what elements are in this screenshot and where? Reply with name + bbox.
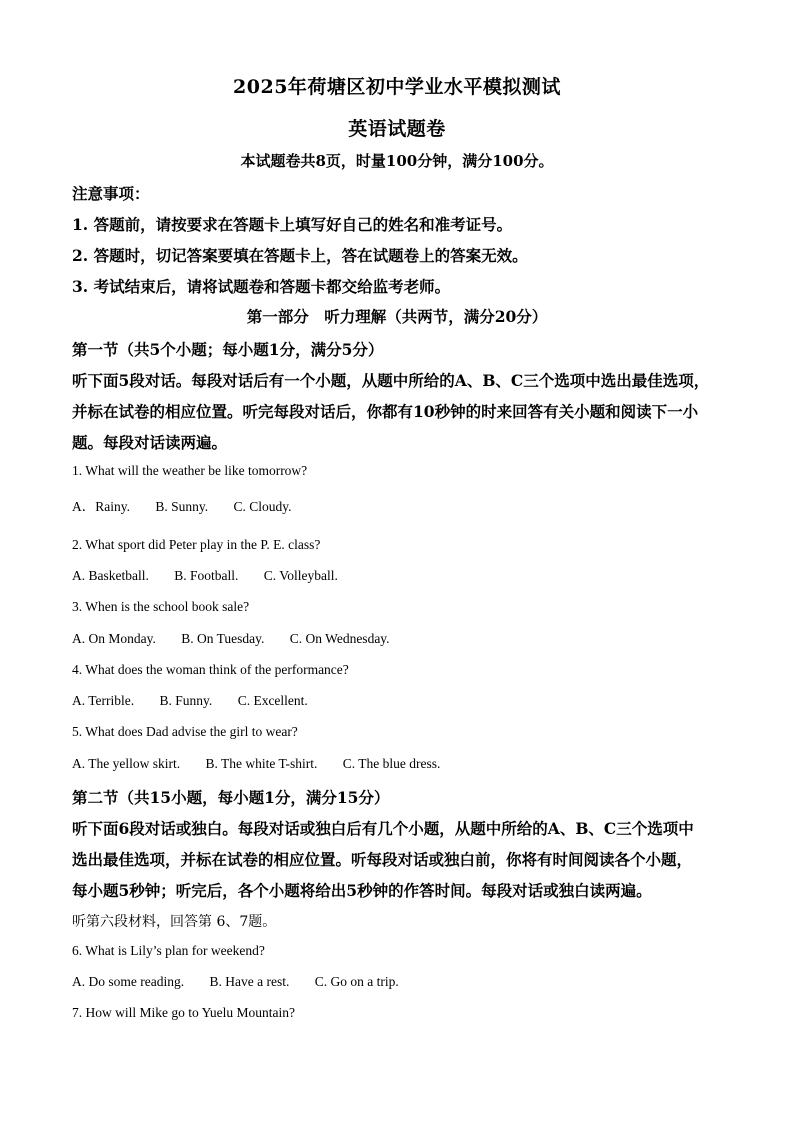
question-4-options [72, 693, 732, 709]
question-4: 4. What does the woman think of the performance? [72, 662, 349, 677]
option-a: A．Rainy. [72, 499, 130, 514]
option-b: B. The white T-shirt. [205, 756, 318, 771]
section1-instruction: 题。每段对话读两遍。 [72, 433, 228, 452]
option-c: C. The blue dress. [342, 756, 441, 771]
exam-title: 2025年荷塘区初中学业水平模拟测试 [233, 76, 561, 98]
section2-instruction: 每小题5秒钟；听完后，各个小题将给出5秒钟的作答时间。每段对话或独白读两遍。 [72, 881, 652, 900]
option-a: A. Basketball. [72, 568, 149, 583]
section2-instruction: 选出最佳选项，并标在试卷的相应位置。听每段对话或独白前，你将有时间阅读各个小题， [72, 850, 693, 869]
notice-item: 3. 考试结束后，请将试题卷和答题卡都交给监考老师。 [72, 277, 451, 296]
section1-instruction: 并标在试卷的相应位置。听完每段对话后，你都有10秒钟的时来回答有关小题和阅读下一小 [72, 402, 699, 421]
option-c: C. On Wednesday. [289, 631, 390, 646]
option-b: B. Sunny. [155, 499, 209, 514]
section1-heading: 第一节（共5个小题；每小题1分，满分5分） [72, 340, 384, 359]
question-5-options [72, 756, 732, 772]
material-note: 听第六段材料，回答第 6、7题。 [72, 914, 277, 930]
section2-heading: 第二节（共15小题，每小题1分，满分15分） [72, 788, 390, 807]
option-b: B. Funny. [159, 693, 213, 708]
option-c: C. Go on a trip. [314, 974, 399, 989]
notice-heading: 注意事项： [72, 184, 150, 203]
option-a: A. Do some reading. [72, 974, 185, 989]
exam-subtitle: 英语试题卷 [348, 118, 446, 140]
question-1-options [72, 495, 732, 515]
section1-instruction: 听下面5段对话。每段对话后有一个小题，从题中所给的A、B、C三个选项中选出最佳选项， [72, 371, 710, 390]
notice-item: 1. 答题前，请按要求在答题卡上填写好自己的姓名和准考证号。 [72, 215, 513, 234]
question-2: 2. What sport did Peter play in the P. E. class? [72, 537, 321, 552]
question-5: 5. What does Dad advise the girl to wear? [72, 724, 298, 739]
option-b: B. Have a rest. [209, 974, 290, 989]
option-c: C. Cloudy. [233, 499, 292, 514]
option-c: C. Volleyball. [263, 568, 338, 583]
question-3: 3. When is the school book sale? [72, 599, 250, 614]
option-a: A. Terrible. [72, 693, 135, 708]
option-b: B. Football. [174, 568, 239, 583]
question-6: 6. What is Lily’s plan for weekend? [72, 943, 265, 958]
question-6-options [72, 974, 732, 990]
part1-heading: 第一部分 听力理解（共两节，满分20分） [246, 307, 548, 326]
option-a: A. The yellow skirt. [72, 756, 181, 771]
option-b: B. On Tuesday. [181, 631, 265, 646]
option-a: A. On Monday. [72, 631, 156, 646]
section2-instruction: 听下面6段对话或独白。每段对话或独白后有几个小题，从题中所给的A、B、C三个选项中 [72, 819, 694, 838]
question-7: 7. How will Mike go to Yuelu Mountain? [72, 1005, 295, 1020]
question-1: 1. What will the weather be like tomorrow? [72, 463, 308, 478]
question-2-options [72, 568, 732, 584]
question-3-options [72, 631, 732, 647]
exam-info: 本试题卷共8页，时量100分钟，满分100分。 [240, 152, 554, 170]
notice-item: 2. 答题时，切记答案要填在答题卡上，答在试题卷上的答案无效。 [72, 246, 528, 265]
option-c: C. Excellent. [237, 693, 308, 708]
